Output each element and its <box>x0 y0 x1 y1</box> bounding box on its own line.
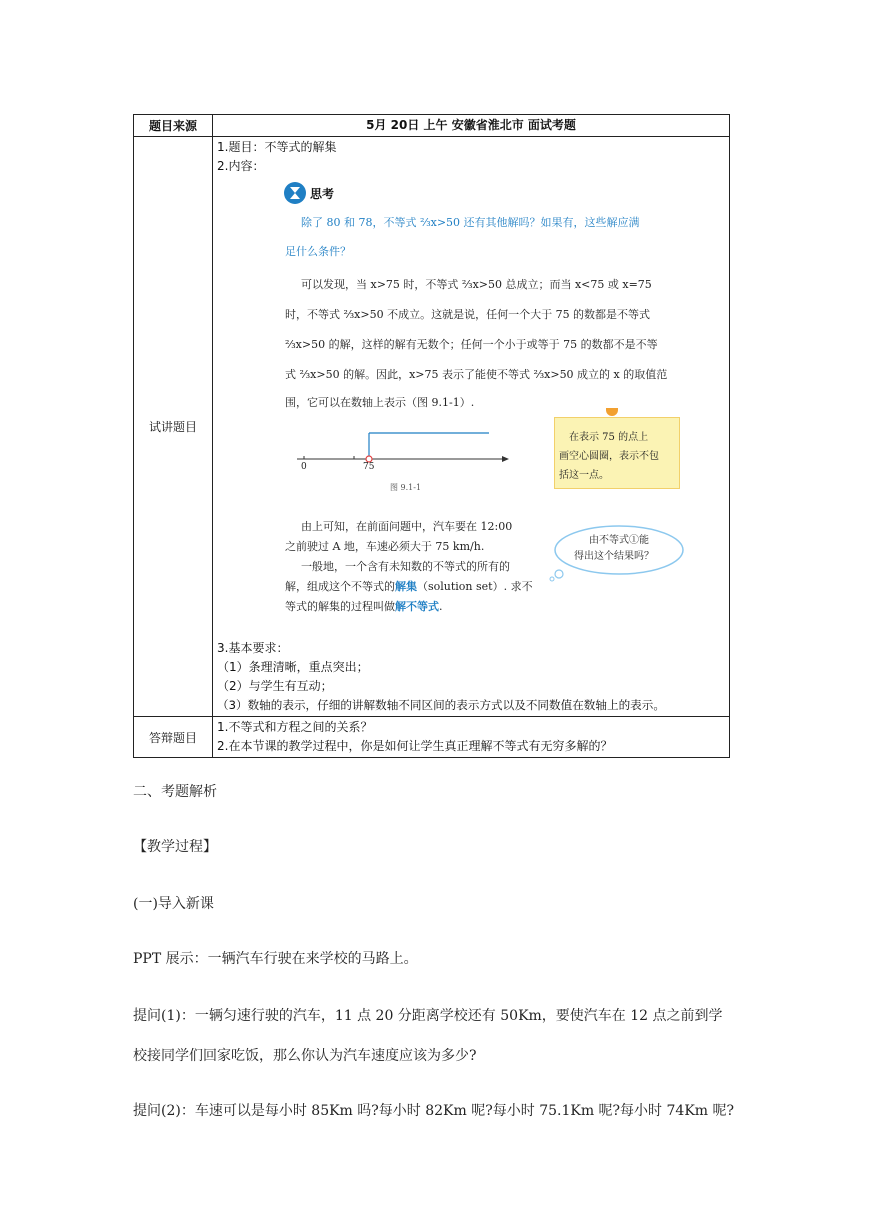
question-2-line: 提问(2)：车速可以是每小时 85Km 吗?每小时 82Km 呢?每小时 75.1Km 呢?每小时 74Km 呢? <box>133 1103 735 1119</box>
think-question-1: 除了 80 和 78，不等式 ⅔x>50 还有其他解吗？如果有，这些解应满 <box>301 216 640 229</box>
axis-label-zero: 0 <box>301 462 307 472</box>
requirement-1: （1）条理清晰，重点突出； <box>217 660 369 674</box>
content-label: 2.内容： <box>217 159 265 173</box>
defense-question-2: 2.在本节课的教学过程中，你是如何让学生真正理解不等式有无穷多解的？ <box>217 739 613 753</box>
note-line-3: 括这一点。 <box>559 470 609 481</box>
think-title: 思考 <box>310 187 335 201</box>
conclusion-line-5-c: . <box>439 600 443 613</box>
conclusion-line-1: 由上可知，在前面问题中，汽车要在 12:00 <box>301 520 513 533</box>
axis-label-75: 75 <box>363 462 375 472</box>
paragraph-line-3: ⅔x>50 的解，这样的解有无数个；任何一个小于或等于 75 的数都不是不等 <box>285 338 658 351</box>
lecture-content <box>213 137 730 717</box>
section-heading: 二、考题解析 <box>133 784 217 800</box>
paragraph-line-1: 可以发现，当 x>75 时，不等式 ⅔x>50 总成立；而当 x<75 或 x=75 <box>301 278 652 291</box>
paragraph-line-2: 时，不等式 ⅔x>50 不成立。这就是说，任何一个大于 75 的数都是不等式 <box>285 308 651 321</box>
question-1-line-1: 提问(1)：一辆匀速行驶的汽车，11 点 20 分距离学校还有 50Km，要使汽车在 12 点之前到学 <box>133 1008 723 1024</box>
requirement-3: （3）数轴的表示，仔细的讲解数轴不同区间的表示方式以及不同数值在数轴上的表示。 <box>217 698 665 712</box>
question-1-line-2: 校接同学们回家吃饭，那么你认为汽车速度应该为多少? <box>133 1048 477 1064</box>
conclusion-line-5-a: 等式的解集的过程叫做 <box>285 600 395 613</box>
requirements-title: 3.基本要求： <box>217 641 289 655</box>
requirement-2: （2）与学生有互动； <box>217 679 333 693</box>
conclusion-line-5 <box>285 598 443 614</box>
exam-info-table <box>133 114 730 758</box>
hourglass-icon <box>284 182 306 204</box>
note-line-2: 画空心圆圈，表示不包 <box>559 451 659 462</box>
margin-note <box>554 417 680 489</box>
solution-set-term: 解集 <box>395 580 417 593</box>
defense-content <box>213 717 730 758</box>
note-line-1: 在表示 75 的点上 <box>569 432 649 443</box>
think-icon <box>284 182 306 204</box>
topic-line: 1.题目：不等式的解集 <box>217 140 337 154</box>
source-value: 5月 20日 上午 安徽省淮北市 面试考题 <box>213 115 730 137</box>
lecture-label: 试讲题目 <box>134 137 213 717</box>
think-question-2: 足什么条件？ <box>285 245 351 258</box>
defense-question-1: 1.不等式和方程之间的关系？ <box>217 720 373 734</box>
defense-label: 答辩题目 <box>134 717 213 758</box>
note-pin-icon <box>606 408 618 416</box>
solve-inequality-term: 解不等式 <box>395 600 439 613</box>
ppt-line: PPT 展示：一辆汽车行驶在来学校的马路上。 <box>133 951 418 967</box>
conclusion-line-4 <box>285 578 533 594</box>
paragraph-line-4: 式 ⅔x>50 的解。因此，x>75 表示了能使不等式 ⅔x>50 成立的 x 的取值范 <box>285 368 668 381</box>
conclusion-line-4-c: （solution set）. 求不 <box>417 580 533 593</box>
conclusion-line-4-a: 解，组成这个不等式的 <box>285 580 395 593</box>
step-heading: (一)导入新课 <box>133 896 214 912</box>
number-line-figure <box>297 425 517 475</box>
source-label: 题目来源 <box>134 115 213 137</box>
process-heading: 【教学过程】 <box>133 839 217 855</box>
cloud-line-2: 得出这个结果吗？ <box>574 551 654 562</box>
textbook-excerpt <box>217 180 725 635</box>
conclusion-line-3: 一般地，一个含有未知数的不等式的所有的 <box>301 560 510 573</box>
conclusion-line-2: 之前驶过 A 地，车速必须大于 75 km/h. <box>285 540 485 553</box>
figure-caption: 图 9.1-1 <box>390 483 422 492</box>
cloud-line-1: 由不等式①能 <box>589 535 649 546</box>
paragraph-line-5: 围，它可以在数轴上表示（图 9.1-1）. <box>285 396 475 409</box>
